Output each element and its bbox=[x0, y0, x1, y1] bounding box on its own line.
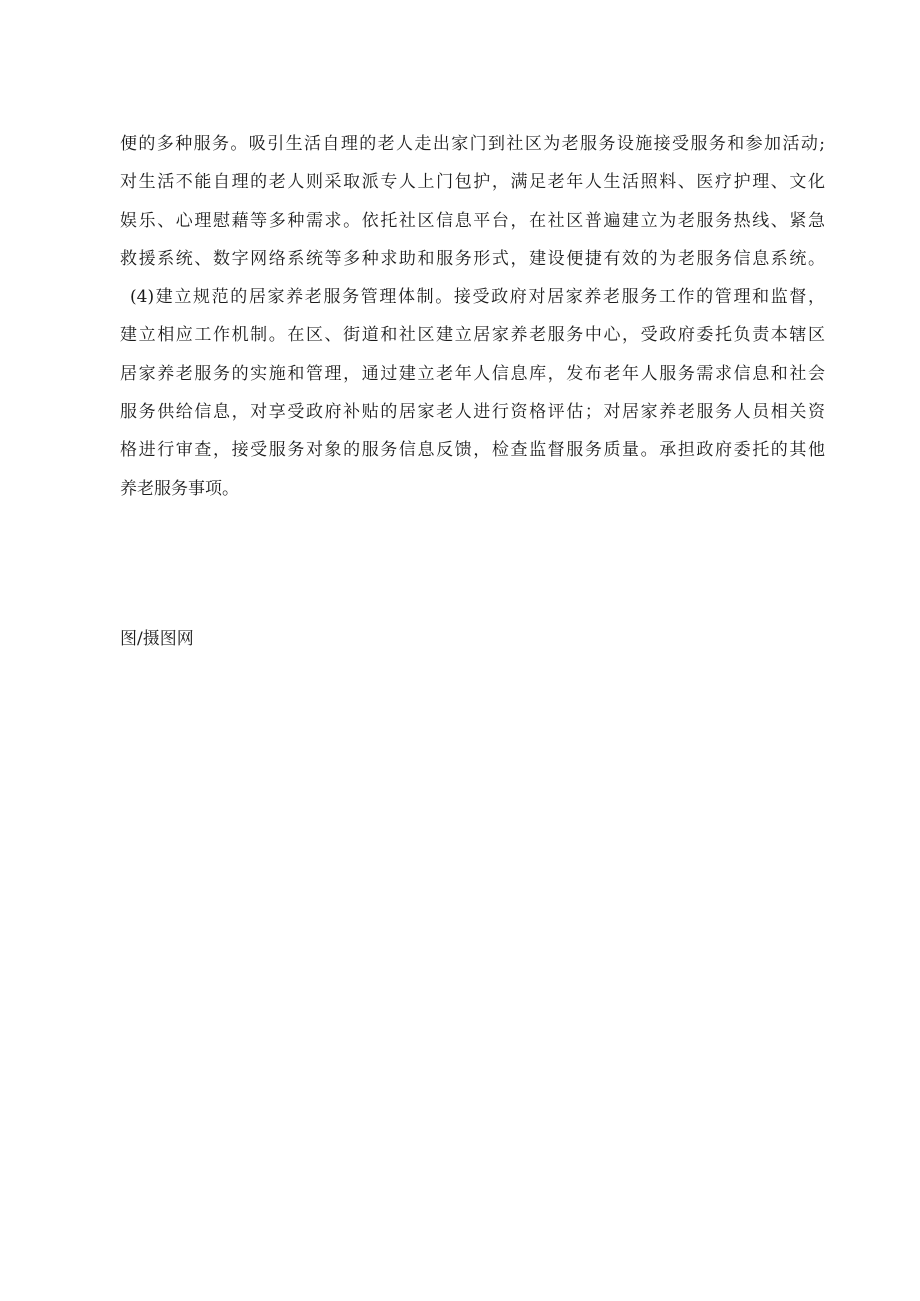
text-line: 格进行审查，接受服务对象的服务信息反馈，检查监督服务质量。承担政府委托的其他 bbox=[120, 440, 825, 461]
text-line: 居家养老服务的实施和管理，通过建立老年人信息库，发布老年人服务需求信息和社会 bbox=[120, 363, 825, 384]
paragraph-2 bbox=[120, 278, 825, 508]
text-line: 养老服务事项。 bbox=[120, 478, 239, 499]
text-line: 娱乐、心理慰藉等多种需求。依托社区信息平台，在社区普遍建立为老服务热线、紧急 bbox=[120, 210, 825, 231]
text-line: 建立相应工作机制。在区、街道和社区建立居家养老服务中心，受政府委托负责本辖区 bbox=[120, 325, 825, 346]
body-text bbox=[120, 125, 825, 508]
image-credit: 图/摄图网 bbox=[120, 629, 194, 649]
text-line: 救援系统、数字网络系统等多种求助和服务形式，建设便捷有效的为老服务信息系统。 bbox=[120, 248, 825, 269]
text-line: 便的多种服务。吸引生活自理的老人走出家门到社区为老服务设施接受服务和参加活动; bbox=[120, 134, 825, 154]
paragraph-1 bbox=[120, 125, 825, 278]
text-line: 服务供给信息，对享受政府补贴的居家老人进行资格评估；对居家养老服务人员相关资 bbox=[120, 402, 825, 423]
text-line: (4)建立规范的居家养老服务管理体制。接受政府对居家养老服务工作的管理和监督， bbox=[130, 287, 825, 308]
text-line: 对生活不能自理的老人则采取派专人上门包护，满足老年人生活照料、医疗护理、文化 bbox=[120, 172, 825, 193]
